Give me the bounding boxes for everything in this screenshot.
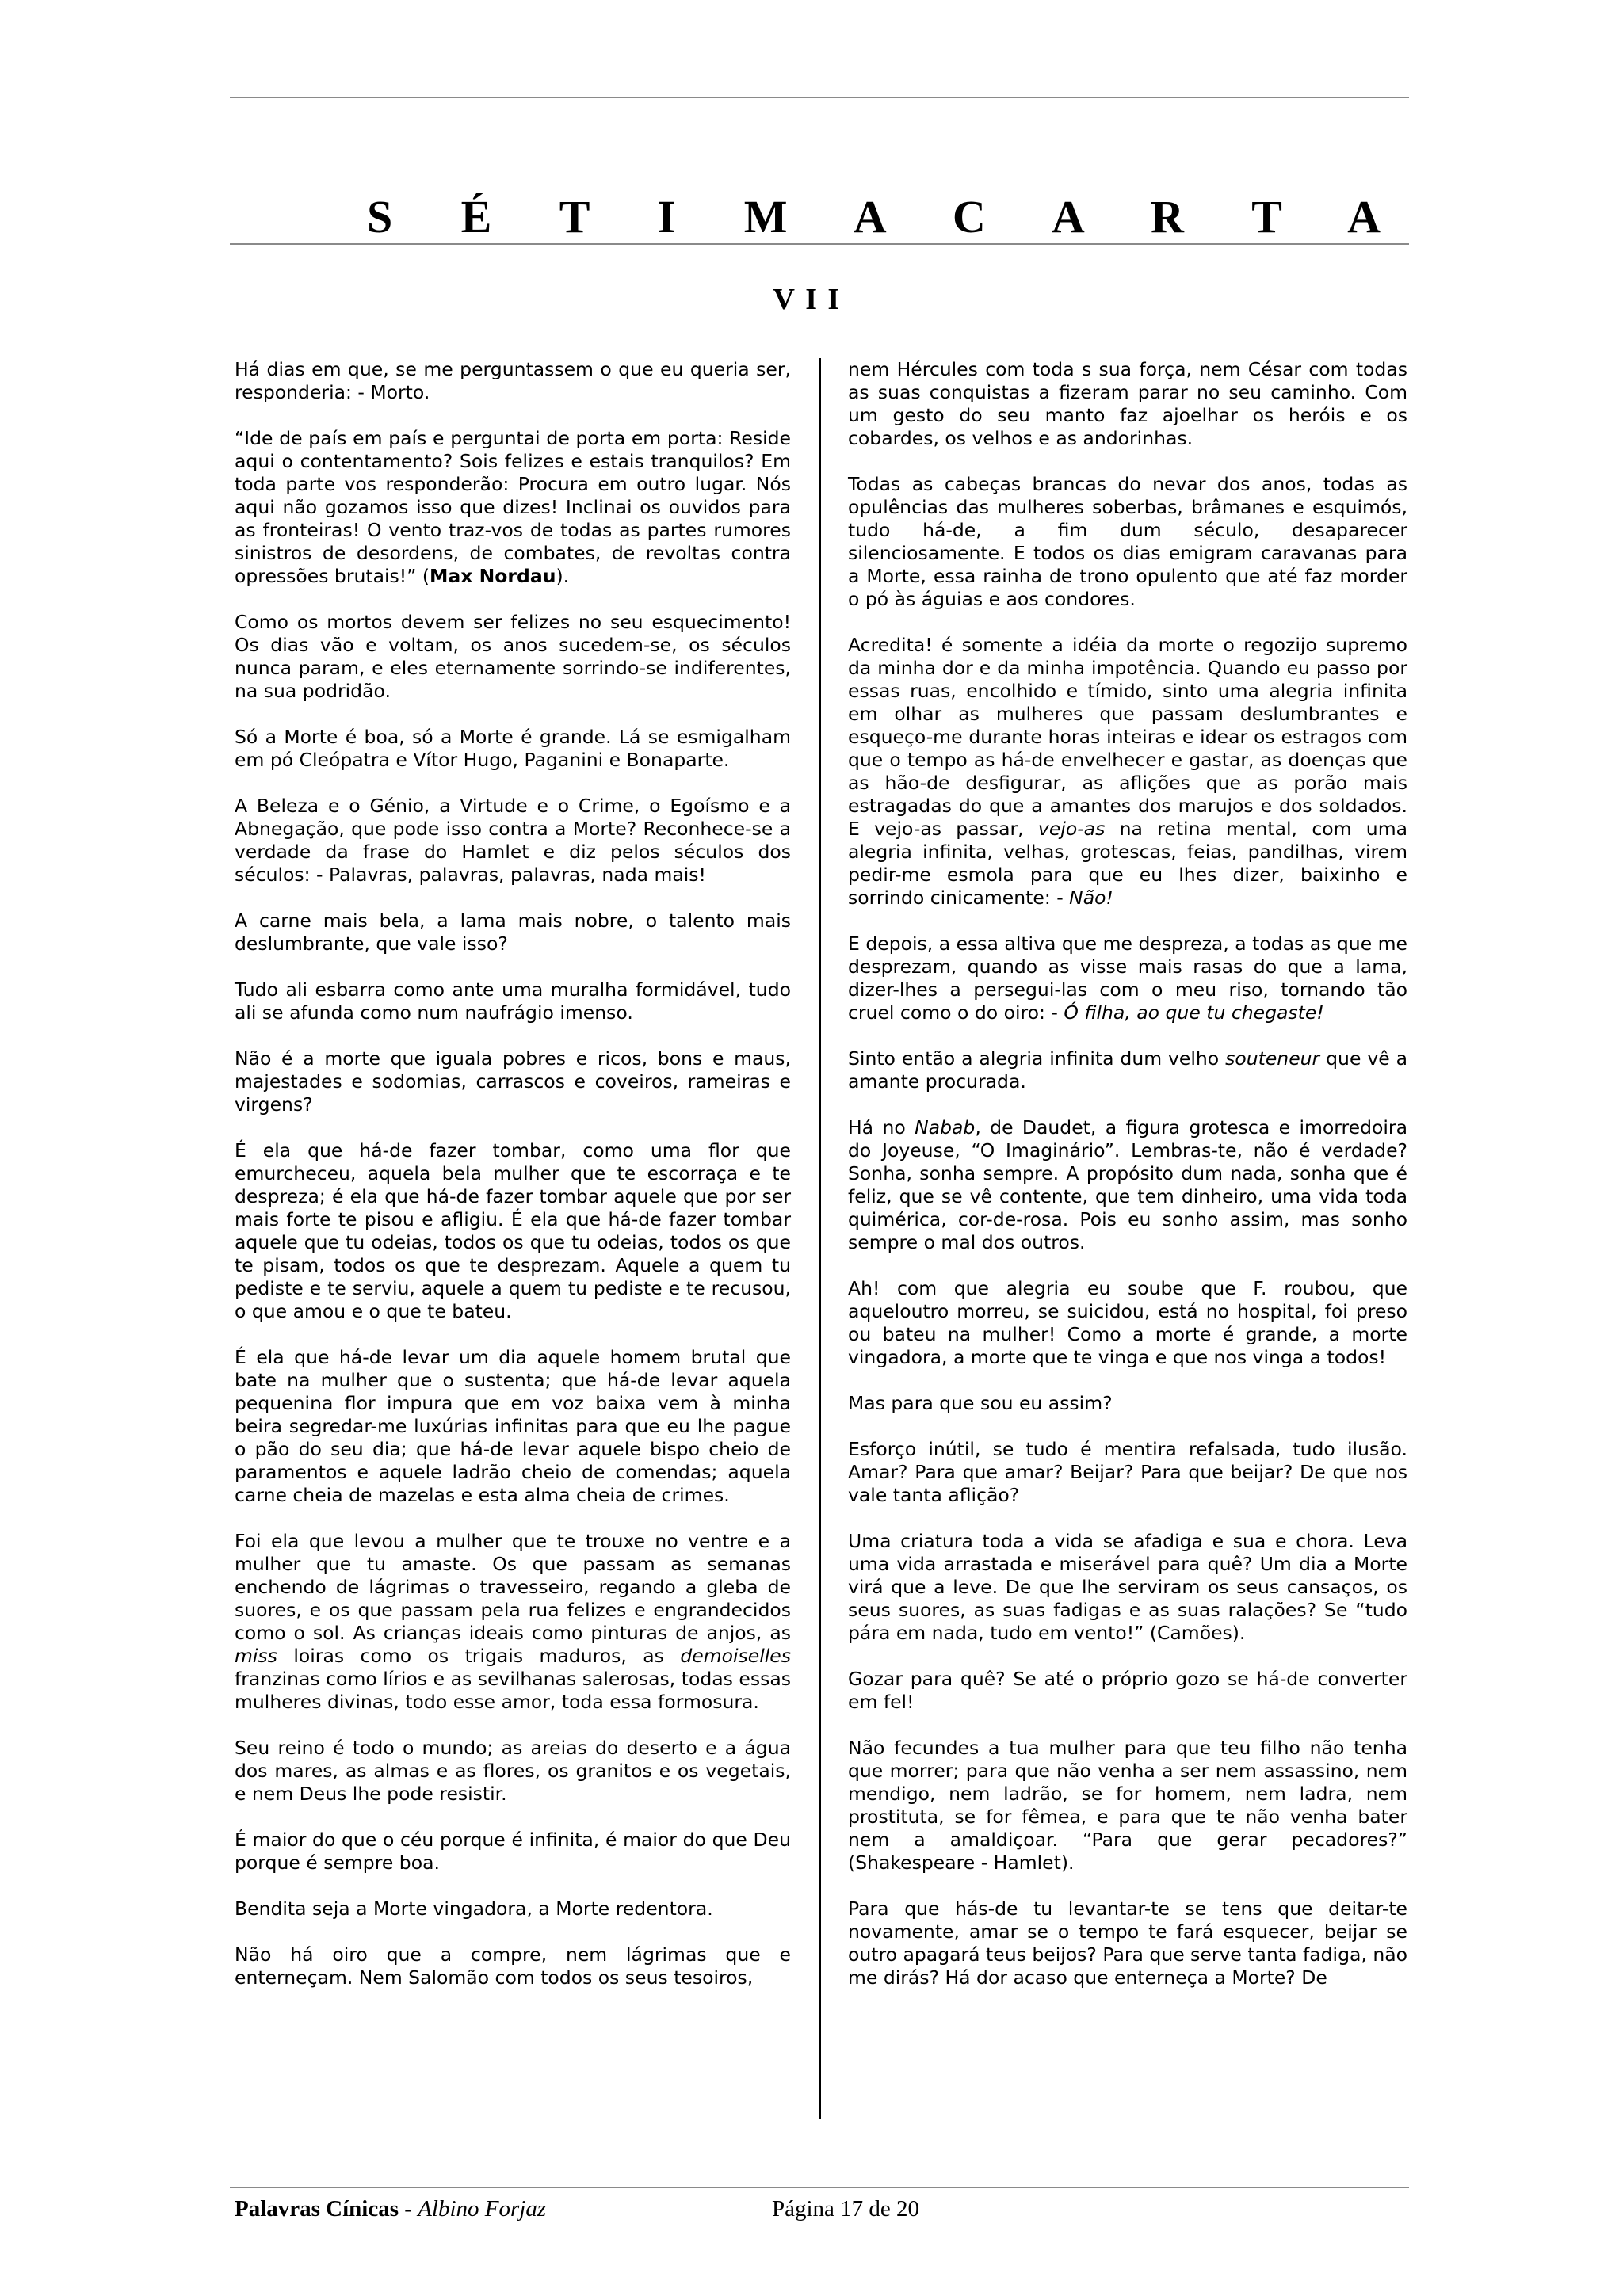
chapter-number: VII [773,283,850,316]
text-run: franzinas como lírios e as sevilhanas salerosas, todas essas mulheres divinas, todo esse amor, toda essa formosura. [235,1668,791,1713]
paragraph [848,358,1407,450]
paragraph [235,910,791,955]
text-run: na retina mental, com uma alegria infinita, velhas, grotescas, feias, pandilhas, virem pedir-me esmola para que eu lhes dizer, baixinho e sorrindo cinicamente: - [848,818,1407,909]
text-run: loiras como os trigais maduros, as [277,1645,681,1667]
text-run: Seu reino é todo o mundo; as areias do deserto e a água dos mares, as almas e as flores, os granitos e os vegetais, e nem Deus lhe pode resistir. [235,1737,791,1805]
italic-text: Nabab [915,1116,976,1138]
paragraph [235,978,791,1024]
italic-text: souteneur [1225,1047,1320,1070]
paragraph [235,1139,791,1323]
italic-text: demoiselles [680,1645,791,1667]
paragraph [848,1277,1407,1369]
text-run: Tudo ali esbarra como ante uma muralha formidável, tudo ali se afunda como num naufrágio imenso. [235,978,791,1024]
footer-rule [230,2187,1409,2188]
column-divider [819,358,821,2119]
paragraph [235,1829,791,1875]
text-run: É maior do que o céu porque é infinita, é maior do que Deu porque é sempre boa. [235,1829,791,1874]
text-run: Todas as cabeças brancas do nevar dos anos, todas as opulências das mulheres soberbas, brâmanes e esquimós, tudo há-de, a fim dum século, desaparecer silenciosamente. E todos os dias emigram caravanas para a Morte, essa rainha de trono opulento que até faz morder o pó às águias e aos condores. [848,473,1407,610]
footer-credit [235,2196,546,2222]
text-run: É ela que há-de fazer tombar, como uma flor que emurcheceu, aquela bela mulher que te escorraça e te despreza; é ela que há-de fazer tombar aquele que por ser mais forte te pisou e afligiu. É ela que há-de fazer tombar aquele que tu odeias, todos os que tu odeias, todos os que te pisam, todos os que te desprezam. Aquele a quem tu pediste e te serviu, aquele a quem tu pediste e te recusou, o que amou e o que te bateu. [235,1139,791,1322]
text-run: E depois, a essa altiva que me despreza, a todas as que me desprezam, quando as visse mais rasas do que a lama, dizer-lhes a persegui-las com o meu riso, tornando tão cruel como o do oiro: - [848,933,1407,1024]
text-run: Não fecundes a tua mulher para que teu filho não tenha que morrer; para que não venha a ser nem assassino, nem mendigo, nem ladrão, se for homem, nem ladra, nem prostituta, se for fêmea, e para que te não venha bater nem a amaldiçoar. “Para que gerar pecadores?” (Shakespeare - Hamlet). [848,1737,1407,1874]
text-run: ). [556,565,570,587]
paragraph [235,1047,791,1116]
italic-text: Ó filha, ao que tu chegaste! [1064,1001,1324,1024]
paragraph [235,1897,791,1920]
paragraph [848,634,1407,910]
paragraph [848,1392,1407,1415]
text-run: A carne mais bela, a lama mais nobre, o talento mais deslumbrante, que vale isso? [235,910,791,955]
text-run: Esforço inútil, se tudo é mentira refalsada, tudo ilusão. Amar? Para que amar? Beijar? Para que beijar? De que nos vale tanta aflição? [848,1438,1407,1506]
text-run: Não é a morte que iguala pobres e ricos, bons e maus, majestades e sodomias, carrascos e coveiros, rameiras e virgens? [235,1047,791,1116]
text-run: Uma criatura toda a vida se afadiga e sua e chora. Leva uma vida arrastada e miserável para quê? Um dia a Morte virá que a leve. De que lhe serviram os seus cansaços, os seus suores, as suas fadigas e as suas ralações? Se “tudo pára em nada, tudo em vento!” (Camões). [848,1530,1407,1644]
text-run: Só a Morte é boa, só a Morte é grande. Lá se esmigalham em pó Cleópatra e Vítor Hugo, Paganini e Bonaparte. [235,726,791,771]
text-run: que vê a amante procurada. [848,1047,1407,1093]
footer-work-title: Palavras Cínicas - [235,2196,412,2222]
footer-page-number: Página 17 de 20 [772,2196,920,2222]
paragraph [848,1668,1407,1714]
text-run: Sinto então a alegria infinita dum velho [848,1047,1226,1070]
text-run: A Beleza e o Génio, a Virtude e o Crime, o Egoísmo e a Abnegação, que pode isso contra a Morte? Reconhece-se a verdade da frase do Hamlet e diz pelos séculos dos séculos: - Palavras, palavras, palavras, nada mais! [235,795,791,886]
text-run: Não há oiro que a compre, nem lágrimas que e enterneçam. Nem Salomão com todos os seus tesoiros, [235,1943,791,1989]
text-run: nem Hércules com toda s sua força, nem César com todas as suas conquistas a fizeram parar no seu caminho. Com um gesto do seu manto faz ajoelhar os heróis e os cobardes, os velhos e as andorinhas. [848,358,1407,449]
paragraph [235,427,791,588]
paragraph [848,1116,1407,1254]
paragraph [848,1897,1407,1989]
left-column [235,358,791,2012]
paragraph [235,1943,791,1989]
text-run: Como os mortos devem ser felizes no seu esquecimento! Os dias vão e voltam, os anos sucedem-se, os séculos nunca param, e eles eternamente sorrindo-se indiferentes, na sua podridão. [235,611,791,702]
italic-text: miss [235,1645,277,1667]
chapter-title: S É T I M A C A R T A [366,191,1409,242]
text-run: É ela que há-de levar um dia aquele homem brutal que bate na mulher que o sustenta; que há-de levar aquela pequenina flor impura que em voz baixa vem à minha beira segredar-me luxúrias infinitas para que eu lhe pague o pão do seu dia; que há-de levar aquele bispo cheio de paramentos e aquele ladrão cheio de comendas; aquela carne cheia de mazelas e esta alma cheia de crimes. [235,1346,791,1506]
paragraph [235,795,791,887]
paragraph [848,473,1407,611]
text-run: Foi ela que levou a mulher que te trouxe no ventre e a mulher que tu amaste. Os que passam as semanas enchendo de lágrimas o travesseiro, regando a gleba de suores, e os que passam pela rua felizes e engrandecidos como o sol. As crianças ideais como pinturas de anjos, as [235,1530,791,1644]
text-run: Acredita! é somente a idéia da morte o regozijo supremo da minha dor e da minha impotência. Quando eu passo por essas ruas, encolhido e tímido, sinto uma alegria infinita em olhar as mulheres que passam deslumbrantes e esqueço-me durante horas inteiras e idear os estragos com que o tempo as há-de envelhecer e gastar, as doenças que as hão-de desfigurar, as aflições que as porão mais estragadas do que a amantes dos marujos e dos soldados. E vejo-as passar, [848,634,1407,840]
text-run: Bendita seja a Morte vingadora, a Morte redentora. [235,1897,713,1920]
text-run: “Ide de país em país e perguntai de porta em porta: Reside aqui o contentamento? Sois felizes e estais tranquilos? Em toda parte vos responderão: Procura em outro lugar. Nós aqui não gozamos isso que dizes! Inclinai os ouvidos para as fronteiras! O vento traz-vos de todas as partes rumores sinistros de desordens, de combates, de revoltas contra opressões brutais!” ( [235,427,791,587]
paragraph [848,1737,1407,1875]
bold-text: Max Nordau [430,565,556,587]
footer-author: Albino Forjaz [418,2196,547,2222]
paragraph [848,1047,1407,1093]
paragraph [235,1737,791,1806]
top-rule [230,97,1409,98]
italic-text: vejo-as [1037,818,1106,840]
text-run: , de Daudet, a figura grotesca e imorredoira do Joyeuse, “O Imaginário”. Lembras-te, não é verdade? Sonha, sonha sempre. A propósito dum nada, sonha que é feliz, que se vê contente, que tem dinheiro, uma vida toda quimérica, cor-de-rosa. Pois eu sonho assim, mas sonho sempre o mal dos outros. [848,1116,1407,1253]
paragraph [235,358,791,404]
text-run: Gozar para quê? Se até o próprio gozo se há-de converter em fel! [848,1668,1407,1713]
paragraph [848,1530,1407,1645]
paragraph [848,933,1407,1024]
italic-text: Não! [1069,887,1113,909]
text-run: Há dias em que, se me perguntassem o que eu queria ser, responderia: - Morto. [235,358,791,403]
paragraph [235,1530,791,1714]
paragraph [235,611,791,703]
right-column [848,358,1407,2012]
paragraph [235,726,791,772]
text-run: Mas para que sou eu assim? [848,1392,1113,1414]
paragraph [848,1438,1407,1507]
text-run: Para que hás-de tu levantar-te se tens que deitar-te novamente, amar se o tempo te fará esquecer, beijar se outro apagará teus beijos? Para que serve tanta fadiga, não me dirás? Há dor acaso que enterneça a Morte? De [848,1897,1407,1989]
paragraph [235,1346,791,1507]
text-run: Há no [848,1116,915,1138]
text-run: Ah! com que alegria eu soube que F. roubou, que aqueloutro morreu, se suicidou, está no hospital, foi preso ou bateu na mulher! Como a morte é grande, a morte vingadora, a morte que te vinga e que nos vinga a todos! [848,1277,1407,1368]
title-rule [230,243,1409,245]
